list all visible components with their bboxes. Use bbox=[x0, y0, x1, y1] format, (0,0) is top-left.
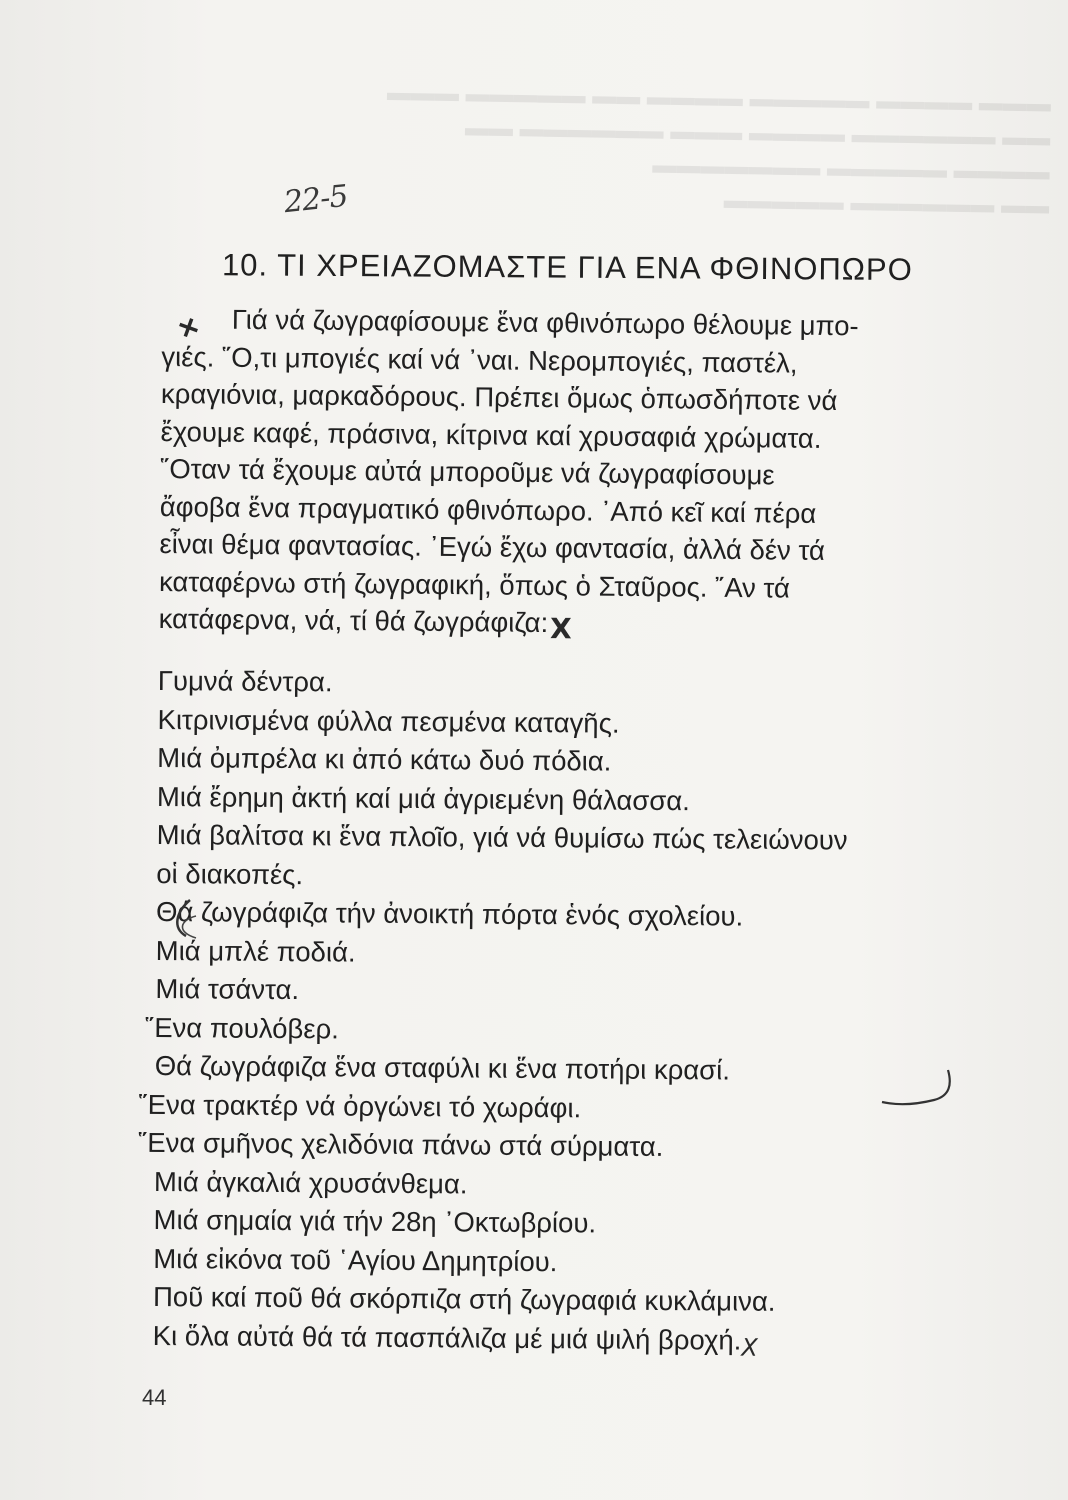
poem-line: ῞Ενα πουλόβερ. bbox=[145, 1011, 339, 1044]
poem-line: Γυμνά δέντρα. bbox=[157, 664, 333, 698]
poem-line: Μιά βαλίτσα κι ἕνα πλοῖο, γιά νά θυμίσω πώς τελειώνουν bbox=[156, 818, 848, 856]
poem-line: Κιτρινισμένα φύλλα πεσμένα καταγῆς. bbox=[157, 703, 620, 739]
prose-line: καταφέρνω στή ζωγραφική, ὅπως ὁ Σταῦρος. ῎Αν τά bbox=[158, 565, 791, 604]
prose-line bbox=[158, 600, 1018, 647]
prose-line: εἶναι θέμα φαντασίας. ᾿Εγώ ἔχω φαντασία, ἀλλά δέν τά bbox=[159, 527, 826, 566]
prose-line-text: κατάφερνα, νά, τί θά ζωγράφιζα: bbox=[158, 602, 549, 639]
poem-line: ῞Ενα τρακτέρ νά ὀργώνει τό χωράφι. bbox=[138, 1088, 582, 1123]
poem-line: Μιά τσάντα. bbox=[155, 972, 300, 1006]
end-poem-mark: X bbox=[741, 1333, 758, 1362]
prose-line: κραγιόνια, μαρκαδόρους. Πρέπει ὅμως ὁπωσδήποτε νά bbox=[160, 377, 838, 417]
prose-line: ἔχουμε καφέ, πράσινα, κίτρινα καί χρυσαφιά χρώματα. bbox=[160, 415, 822, 454]
poem-line: Θά ζωγράφιζα ἕνα σταφύλι κι ἕνα ποτήρι κρασί. bbox=[154, 1049, 731, 1086]
poem-line: Μιά ἔρημη ἀκτή καί μιά ἀγριεμένη θάλασσα. bbox=[156, 780, 690, 816]
poem-line: Μιά μπλέ ποδιά. bbox=[155, 934, 356, 968]
prose-line: Γιά νά ζωγραφίσουμε ἕνα φθινόπωρο θέλουμε μπο- bbox=[231, 303, 859, 342]
bleed-through-text: ▬▬▬ ▬▬▬▬ ▬▬▬▬▬ ▬▬▬▬ ▬▬ ▬▬▬▬▬ ▬▬▬ ▬▬ ▬▬▬▬▬▬ ▬▬▬▬ ▬▬▬ ▬▬▬▬▬▬ ▬▬ ▬▬▬▬ ▬▬▬▬▬ ▬▬▬▬▬▬▬ ▬▬ ▬▬▬▬▬▬ ▬▬▬▬▬ bbox=[386, 78, 1052, 220]
prose-line: ῞Οταν τά ἔχουμε αὐτά μποροῦμε νά ζωγραφίσουμε bbox=[160, 452, 775, 491]
poem-line: Μιά ἀγκαλιά χρυσάνθεμα. bbox=[153, 1165, 468, 1199]
end-prose-mark: X bbox=[549, 612, 572, 646]
poem-list bbox=[138, 662, 1038, 1363]
poem-line: οἱ διακοπές. bbox=[156, 857, 304, 890]
poem-line-text: Κι ὅλα αὐτά θά τά πασπάλιζα μέ μιά ψιλή βροχή. bbox=[152, 1319, 742, 1356]
start-mark: + bbox=[170, 306, 207, 349]
page-title: 10. ΤΙ ΧΡΕΙΑΖΟΜΑΣΤΕ ΓΙΑ ΕΝΑ ΦΘΙΝΟΠΩΡΟ bbox=[221, 247, 913, 288]
poem-line: Μιά εἰκόνα τοῦ ῾Αγίου Δημητρίου. bbox=[153, 1242, 558, 1277]
prose-line: γιές. ῞Ο,τι μπογιές καί νά ᾽ναι. Νερομπογιές, παστέλ, bbox=[161, 340, 798, 379]
poem-line: Ποῦ καί ποῦ θά σκόρπιζα στή ζωγραφιά κυκλάμινα. bbox=[152, 1280, 776, 1317]
poem-line: Μιά ὀμπρέλα κι ἀπό κάτω δυό πόδια. bbox=[157, 741, 612, 777]
page-number: 44 bbox=[142, 1385, 167, 1410]
poem-line: Μιά σημαία γιά τήν 28η ᾿Οκτωβρίου. bbox=[153, 1203, 597, 1239]
prose-line: ἄφοβα ἕνα πραγματικό φθινόπωρο. ᾿Από κεῖ καί πέρα bbox=[159, 490, 817, 529]
handwritten-note: 22-5 bbox=[282, 178, 350, 221]
poem-line: ῞Ενα σμῆνος χελιδόνια πάνω στά σύρματα. bbox=[138, 1126, 664, 1162]
poem-line bbox=[153, 1316, 1033, 1362]
prose-paragraph bbox=[158, 300, 1021, 646]
poem-line: Θά ζωγράφιζα τήν ἀνοικτή πόρτα ἑνός σχολείου. bbox=[155, 895, 744, 932]
